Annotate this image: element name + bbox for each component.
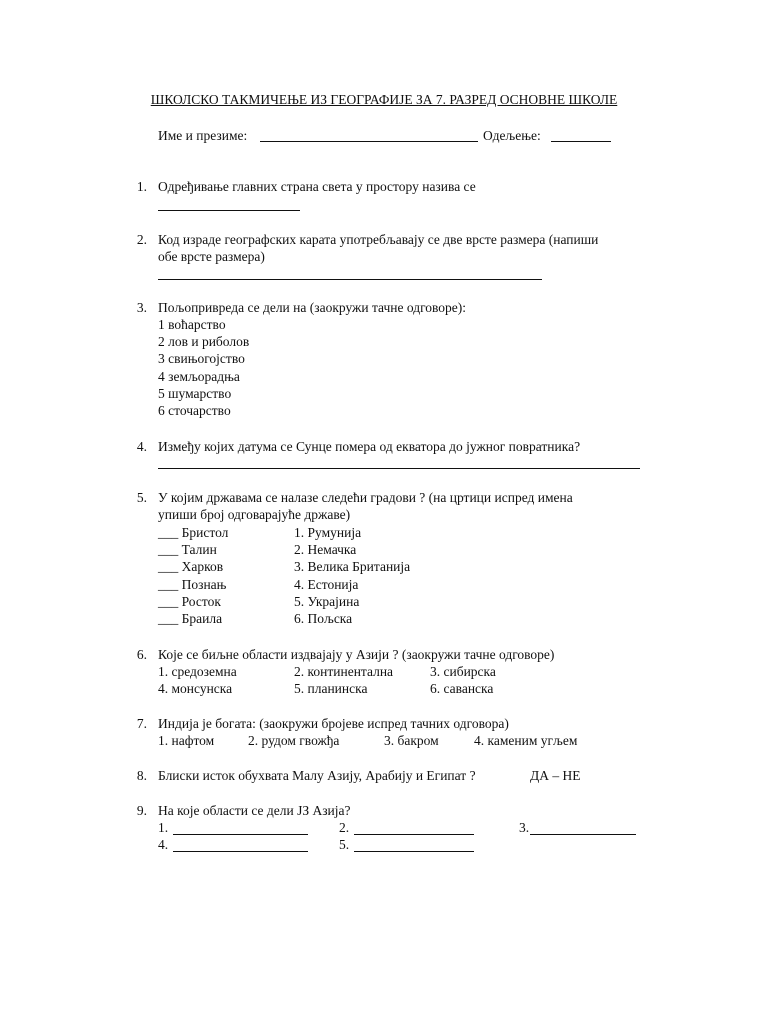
region-label: 4.: [158, 837, 169, 852]
region-answer-line[interactable]: [173, 851, 308, 852]
question-number: 6.: [136, 647, 147, 662]
option-item[interactable]: 3. сибирска: [430, 664, 496, 679]
option-item[interactable]: 1. нафтом: [158, 733, 215, 748]
region-answer-line[interactable]: [530, 834, 636, 835]
city-item[interactable]: ___ Браила: [158, 611, 223, 626]
question-4-text: Између којих датума се Сунце помера од екватора до јужног повратника?: [158, 439, 581, 454]
option-item[interactable]: 1 воћарство: [158, 317, 226, 332]
question-number: 7.: [136, 716, 147, 731]
page-title: ШКОЛСКО ТАКМИЧЕЊЕ ИЗ ГЕОГРАФИЈЕ ЗА 7. РАЗРЕД ОСНОВНЕ ШКОЛЕ: [150, 92, 618, 107]
region-answer-line[interactable]: [354, 834, 474, 835]
question-2-text: Код израде географских карата употребљавају се две врсте размера (напиши: [158, 232, 599, 247]
question-9-text: На које области се дели ЈЗ Азија?: [158, 803, 351, 818]
option-item[interactable]: 3 свињогојство: [158, 351, 245, 366]
region-label: 2.: [339, 820, 350, 835]
country-item: 2. Немачка: [294, 542, 357, 557]
country-item: 3. Велика Британија: [294, 559, 411, 574]
option-item[interactable]: 6 сточарство: [158, 403, 231, 418]
option-item[interactable]: 5. планинска: [294, 681, 368, 696]
city-item[interactable]: ___ Познањ: [158, 577, 227, 592]
country-item: 6. Пољска: [294, 611, 353, 626]
city-item[interactable]: ___ Росток: [158, 594, 221, 609]
question-1-text: Одређивање главних страна света у простору назива се: [158, 179, 476, 194]
option-item[interactable]: 4. монсунска: [158, 681, 233, 696]
option-item[interactable]: 4. каменим угљем: [474, 733, 578, 748]
region-label: 5.: [339, 837, 350, 852]
country-item: 4. Естонија: [294, 577, 359, 592]
option-item[interactable]: 2 лов и риболов: [158, 334, 250, 349]
country-item: 1. Румунија: [294, 525, 362, 540]
question-8-text: Блиски исток обухвата Малу Азију, Арабију и Египат ?: [158, 768, 476, 783]
option-item[interactable]: 5 шумарство: [158, 386, 232, 401]
option-item[interactable]: 2. континентална: [294, 664, 394, 679]
yes-no-answer[interactable]: ДА – НЕ: [530, 768, 581, 783]
question-2-text-cont: обе врсте размера): [158, 249, 265, 264]
question-number: 1.: [136, 179, 147, 194]
region-answer-line[interactable]: [354, 851, 474, 852]
answer-line-1[interactable]: [158, 210, 300, 211]
question-number: 3.: [136, 300, 147, 315]
option-item[interactable]: 2. рудом гвожђа: [248, 733, 340, 748]
city-item[interactable]: ___ Талин: [158, 542, 217, 557]
name-label: Име и презиме:: [158, 128, 248, 143]
question-5-text: У којим државама се налазе следећи градови ? (на цртици испред имена: [158, 490, 573, 505]
class-field[interactable]: [551, 141, 611, 142]
question-5-text-cont: упиши број одговарајуће државе): [158, 507, 351, 522]
question-number: 9.: [136, 803, 147, 818]
question-number: 4.: [136, 439, 147, 454]
answer-line-2[interactable]: [158, 279, 542, 280]
city-item[interactable]: ___ Бристол: [158, 525, 229, 540]
country-item: 5. Украјина: [294, 594, 360, 609]
city-item[interactable]: ___ Харков: [158, 559, 224, 574]
question-number: 5.: [136, 490, 147, 505]
question-number: 2.: [136, 232, 147, 247]
option-item[interactable]: 3. бакром: [384, 733, 439, 748]
question-6-text: Које се биљне области издвајају у Азији ? (заокружи тачне одговоре): [158, 647, 555, 662]
option-item[interactable]: 6. саванска: [430, 681, 494, 696]
region-answer-line[interactable]: [173, 834, 308, 835]
question-7-text: Индија је богата: (заокружи бројеве испред тачних одговора): [158, 716, 509, 731]
region-label: 1.: [158, 820, 169, 835]
option-item[interactable]: 1. средоземна: [158, 664, 237, 679]
question-3-text: Пољопривреда се дели на (заокружи тачне одговоре):: [158, 300, 467, 315]
question-number: 8.: [136, 768, 147, 783]
option-item[interactable]: 4 земљорадња: [158, 369, 240, 384]
class-label: Одељење:: [483, 128, 541, 143]
region-label: 3.: [519, 820, 530, 835]
name-field[interactable]: [260, 141, 478, 142]
answer-line-4[interactable]: [158, 468, 640, 469]
